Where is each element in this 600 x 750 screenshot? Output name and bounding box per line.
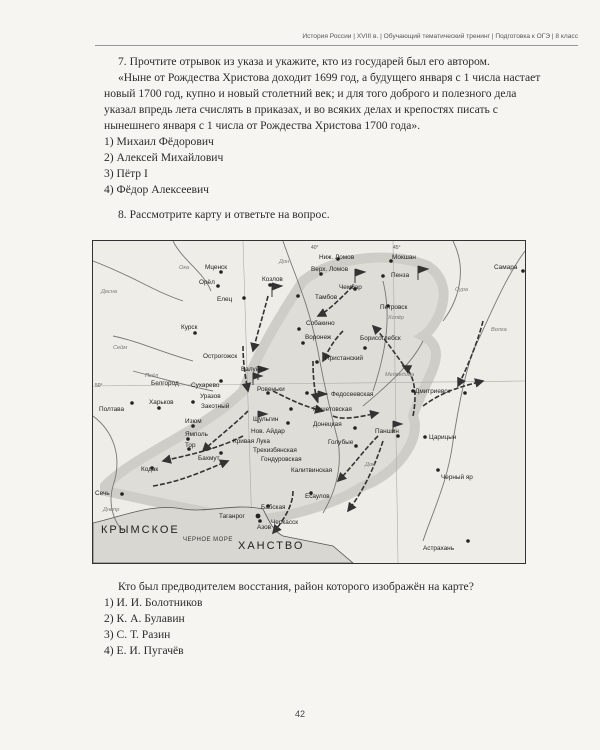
city-label: Мокшан xyxy=(392,254,416,261)
city-label: Белгород xyxy=(151,380,179,387)
city-label: Есаулов xyxy=(305,493,330,500)
city-label: Орёл xyxy=(199,279,215,286)
city-label: Бабская xyxy=(261,504,286,511)
city-label: Верх. Ломов xyxy=(311,266,349,273)
city-label: Чембар xyxy=(339,284,362,291)
q7-prompt: 7. Прочтите отрывок из указа и укажите, кто из государей был его автором. xyxy=(118,55,490,68)
city-label: Мценск xyxy=(205,264,227,271)
city-label: Харьков xyxy=(149,399,174,406)
city-label: Острогожск xyxy=(203,353,238,360)
q8-option: 1) И. И. Болотников xyxy=(104,596,203,609)
city-label: Уразов xyxy=(200,393,221,400)
q7-option: 3) Пётр I xyxy=(104,167,148,180)
city-label: Голубые xyxy=(328,439,354,446)
city-label: Закотный xyxy=(201,403,230,410)
city-label: Паншин xyxy=(375,428,399,435)
river-label-oka: Ока xyxy=(179,265,190,271)
region-label: ХАНСТВО xyxy=(238,540,305,552)
q7-option: 4) Фёдор Алексеевич xyxy=(104,183,209,196)
city-label: Дмитриевск xyxy=(415,388,451,395)
city-label: Черный яр xyxy=(441,474,473,481)
region-label: КРЫМСКОЕ xyxy=(101,524,180,536)
city-label: Ровеньки xyxy=(257,386,285,393)
coord-lon-40: 40° xyxy=(311,245,319,251)
page-number: 42 xyxy=(294,709,305,719)
city-label: Ямполь xyxy=(185,431,208,438)
q7-option: 2) Алексей Михайлович xyxy=(104,151,224,164)
river-label-don-north: Дон xyxy=(279,259,290,265)
sea-label: ЧЕРНОЕ МОРЕ xyxy=(183,537,233,543)
city-label: Петровск xyxy=(380,304,408,311)
city-label: Елец xyxy=(217,296,233,303)
river-label-desna: Десна xyxy=(101,289,117,295)
city-label: Собакино xyxy=(306,320,335,327)
q7-options xyxy=(104,134,544,198)
coord-lat-50: 50° xyxy=(95,383,103,389)
river-label-seym: Сейм xyxy=(113,345,128,351)
city-label: Кривая Лука xyxy=(233,438,270,445)
city-label: Изюм xyxy=(185,418,202,425)
city-label: Полтава xyxy=(99,406,125,413)
question-8-answers xyxy=(104,579,544,659)
q8-option: 3) С. Т. Разин xyxy=(104,628,171,641)
river-label-dnepr: Днепр xyxy=(103,507,120,513)
city-label: Козлов xyxy=(262,276,283,283)
river-label-don-south: Дон xyxy=(365,462,376,468)
city-label: Таганрог xyxy=(219,513,245,520)
city-label: Трехизбянская xyxy=(253,447,297,454)
running-header: История России | XVIII в. | Обучающий тематический тренинг | Подготовка к ОГЭ | 8 класс xyxy=(302,33,578,40)
city-label: Пристанский xyxy=(325,355,363,362)
city-label: Сечь xyxy=(95,490,110,497)
city-label: Кодак xyxy=(141,466,159,473)
city-label: Шульгин xyxy=(253,416,279,423)
city-label: Сухарево xyxy=(191,382,220,389)
q7-option: 1) Михаил Фёдорович xyxy=(104,135,214,148)
city-label: Решетовская xyxy=(313,406,352,413)
map-svg xyxy=(93,241,525,563)
city-label: Азов xyxy=(257,524,272,531)
question-7 xyxy=(104,54,544,198)
q8-option: 4) Е. И. Пугачёв xyxy=(104,644,184,657)
city-label: Гондуровская xyxy=(261,456,302,463)
q8-option: 2) К. А. Булавин xyxy=(104,612,185,625)
q8-prompt: 8. Рассмотрите карту и ответьте на вопрос. xyxy=(118,208,330,221)
city-label: Самара xyxy=(494,264,518,271)
city-label: Бахмут xyxy=(198,455,220,462)
river-label-sura: Сура xyxy=(455,287,468,293)
coord-lon-45: 45° xyxy=(393,245,401,251)
city-label: Курск xyxy=(181,324,198,331)
city-label: Борисоглебск xyxy=(360,335,401,342)
city-label: Федосеевская xyxy=(331,391,374,398)
river-label-medveditsa: Медведица xyxy=(385,372,415,378)
river-label-khoper: Хопёр xyxy=(388,315,405,321)
city-label: Царицын xyxy=(429,434,457,441)
city-label: Воронеж xyxy=(305,334,332,341)
city-label: Донецкая xyxy=(313,421,342,428)
city-label: Нов. Айдар xyxy=(251,428,285,435)
city-label: Калитвинская xyxy=(291,467,333,474)
q7-quote: «Ныне от Рождества Христова доходит 1699 год, а будущего января с 1 числа настает новый 1700 год, купно и новый столетний век; и для того доброго и полезного дела указал впредь лета счислять в приказах, и во всяких делах и крепостях писать с нынешнего января с 1 числа от Рождества Христова 1700 года». xyxy=(104,71,541,132)
question-8-prompt-block xyxy=(104,207,544,223)
q8-question: Кто был предводителем восстания, район которого изображён на карте? xyxy=(118,580,474,593)
city-label: Тамбов xyxy=(315,294,338,301)
city-label: Черкасск xyxy=(271,519,299,526)
city-label: Валуйки xyxy=(241,366,266,373)
city-label: Тор xyxy=(185,442,196,449)
header-rule xyxy=(95,45,578,46)
river-label-psel: Псёл xyxy=(145,373,159,379)
city-label: Пенза xyxy=(391,272,410,279)
river-label-volga: Волга xyxy=(491,327,507,333)
city-label: Ниж. Ломов xyxy=(319,254,355,261)
city-label: Астрахань xyxy=(423,545,455,552)
uprising-map xyxy=(92,240,526,564)
